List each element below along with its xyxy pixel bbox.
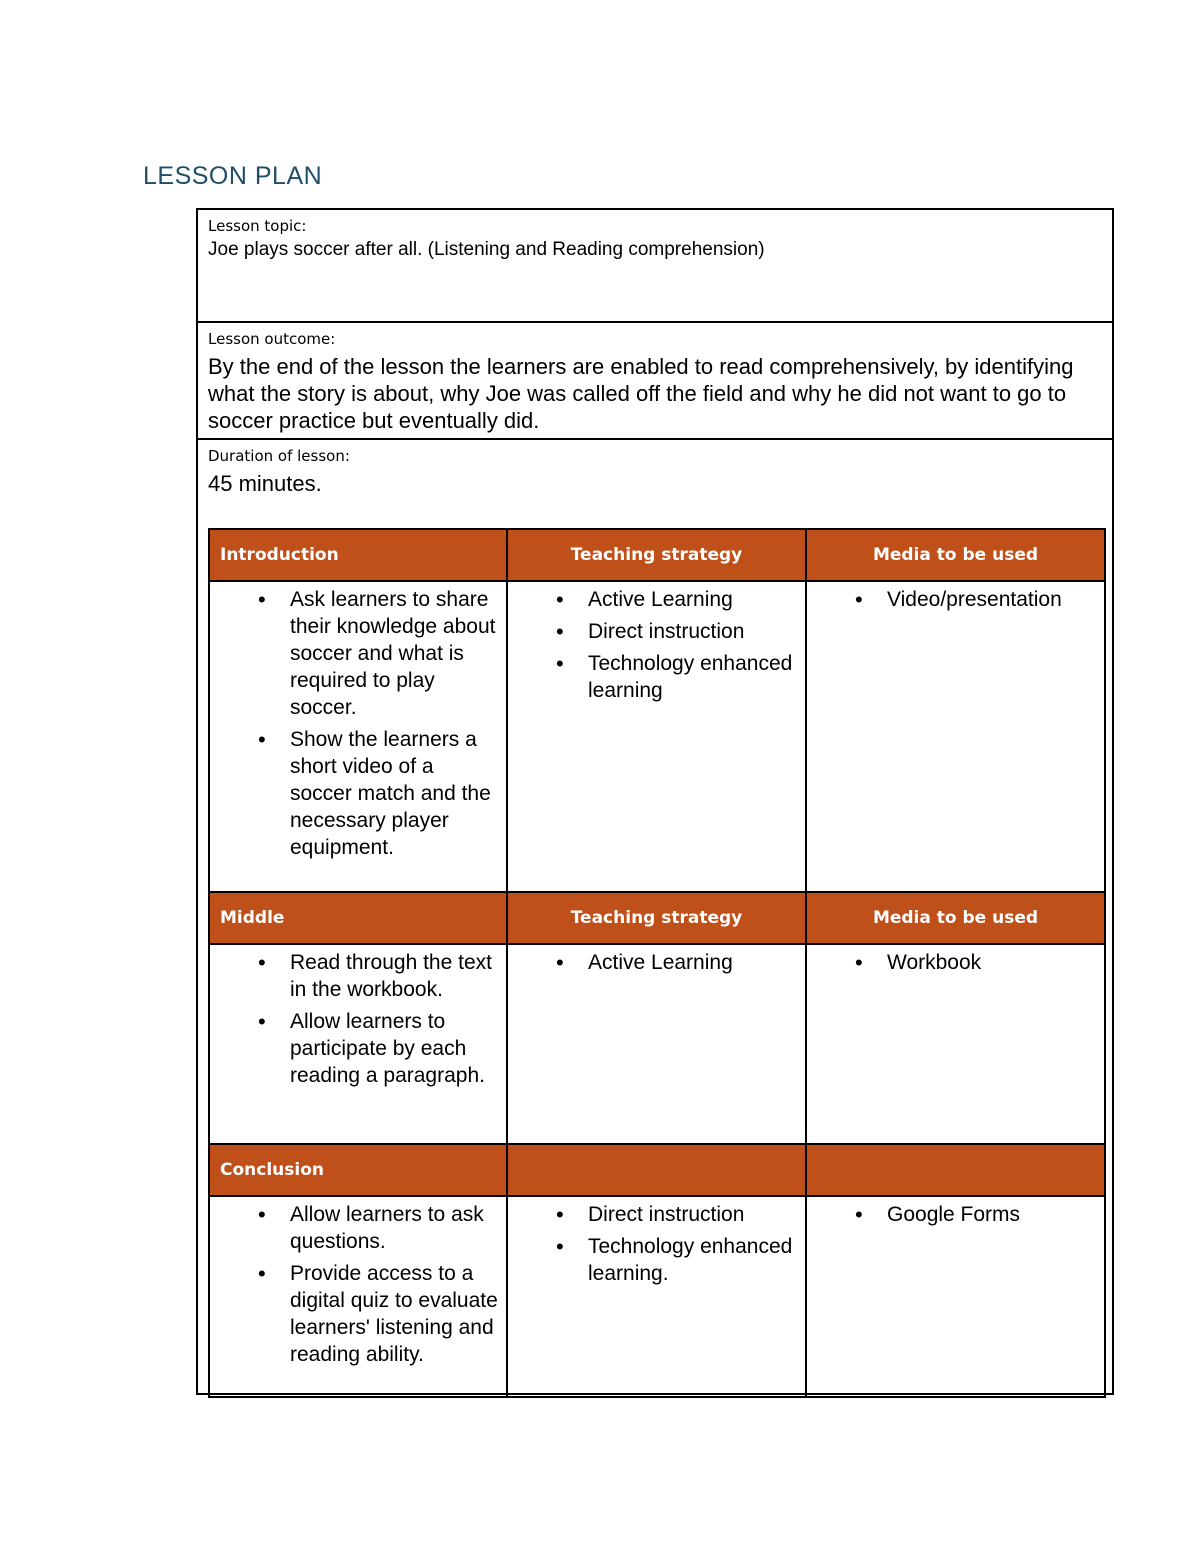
list-item: • Technology enhanced learning.: [508, 1233, 805, 1287]
teaching-strategy-header: Teaching strategy: [507, 892, 806, 944]
introduction-media-list: [807, 582, 1104, 613]
list-item: • Show the learners a short video of a soccer match and the necessary player equipment.: [210, 726, 498, 861]
lesson-phases-table: [208, 528, 1106, 1398]
middle-media-list: [807, 945, 1104, 976]
conclusion-activities-cell: [209, 1196, 507, 1397]
list-item: • Allow learners to participate by each reading a paragraph.: [210, 1008, 506, 1089]
middle-strategies-list: [508, 945, 805, 976]
list-item: • Ask learners to share their knowledge about soccer and what is required to play soccer.: [210, 586, 498, 721]
list-item: • Active Learning: [508, 586, 805, 613]
lesson-outcome-value: By the end of the lesson the learners are enabled to read comprehensively, by identifying what the story is about, why Joe was called off the field and why he did not want to go to soccer practice but eventually did.: [208, 354, 1074, 433]
conclusion-header-empty-2: [806, 1144, 1105, 1196]
lesson-duration-value: 45 minutes.: [208, 471, 322, 496]
conclusion-strategies-cell: [507, 1196, 806, 1397]
conclusion-strategies-list: [508, 1197, 805, 1287]
list-item: • Direct instruction: [508, 618, 805, 645]
lesson-duration-section: [198, 440, 1112, 530]
media-header: Media to be used: [806, 892, 1105, 944]
list-item: • Provide access to a digital quiz to evaluate learners' listening and reading ability.: [210, 1260, 506, 1368]
lesson-duration-label: Duration of lesson:: [208, 447, 350, 465]
middle-activities-list: [210, 945, 506, 1089]
media-header: Media to be used: [806, 529, 1105, 581]
conclusion-media-cell: [806, 1196, 1105, 1397]
list-item: • Direct instruction: [508, 1201, 805, 1228]
introduction-activities-list: [210, 582, 506, 861]
lesson-plan-table: [196, 208, 1114, 1395]
introduction-strategies-cell: [507, 581, 806, 892]
introduction-header: Introduction: [209, 529, 507, 581]
introduction-strategies-list: [508, 582, 805, 704]
conclusion-activities-list: [210, 1197, 506, 1368]
list-item: • Google Forms: [807, 1201, 1104, 1228]
middle-header-row: [209, 892, 1105, 944]
introduction-content-row: [209, 581, 1105, 892]
teaching-strategy-header: Teaching strategy: [507, 529, 806, 581]
introduction-header-row: [209, 529, 1105, 581]
conclusion-media-list: [807, 1197, 1104, 1228]
middle-activities-cell: [209, 944, 507, 1144]
page-title: LESSON PLAN: [143, 162, 323, 190]
introduction-media-cell: [806, 581, 1105, 892]
lesson-topic-section: [198, 210, 1112, 323]
list-item: • Video/presentation: [807, 586, 1104, 613]
conclusion-content-row: [209, 1196, 1105, 1397]
lesson-outcome-label: Lesson outcome:: [208, 330, 336, 348]
list-item: • Read through the text in the workbook.: [210, 949, 506, 1003]
lesson-topic-label: Lesson topic:: [208, 217, 307, 235]
middle-media-cell: [806, 944, 1105, 1144]
list-item: • Allow learners to ask questions.: [210, 1201, 506, 1255]
lesson-topic-value: Joe plays soccer after all. (Listening and Reading comprehension): [208, 239, 765, 260]
conclusion-header-empty-1: [507, 1144, 806, 1196]
lesson-outcome-section: [198, 323, 1112, 440]
conclusion-header-row: [209, 1144, 1105, 1196]
list-item: • Workbook: [807, 949, 1104, 976]
list-item: • Active Learning: [508, 949, 805, 976]
middle-content-row: [209, 944, 1105, 1144]
list-item: • Technology enhanced learning: [508, 650, 805, 704]
introduction-activities-cell: [209, 581, 507, 892]
middle-header: Middle: [209, 892, 507, 944]
conclusion-header: Conclusion: [209, 1144, 507, 1196]
middle-strategies-cell: [507, 944, 806, 1144]
